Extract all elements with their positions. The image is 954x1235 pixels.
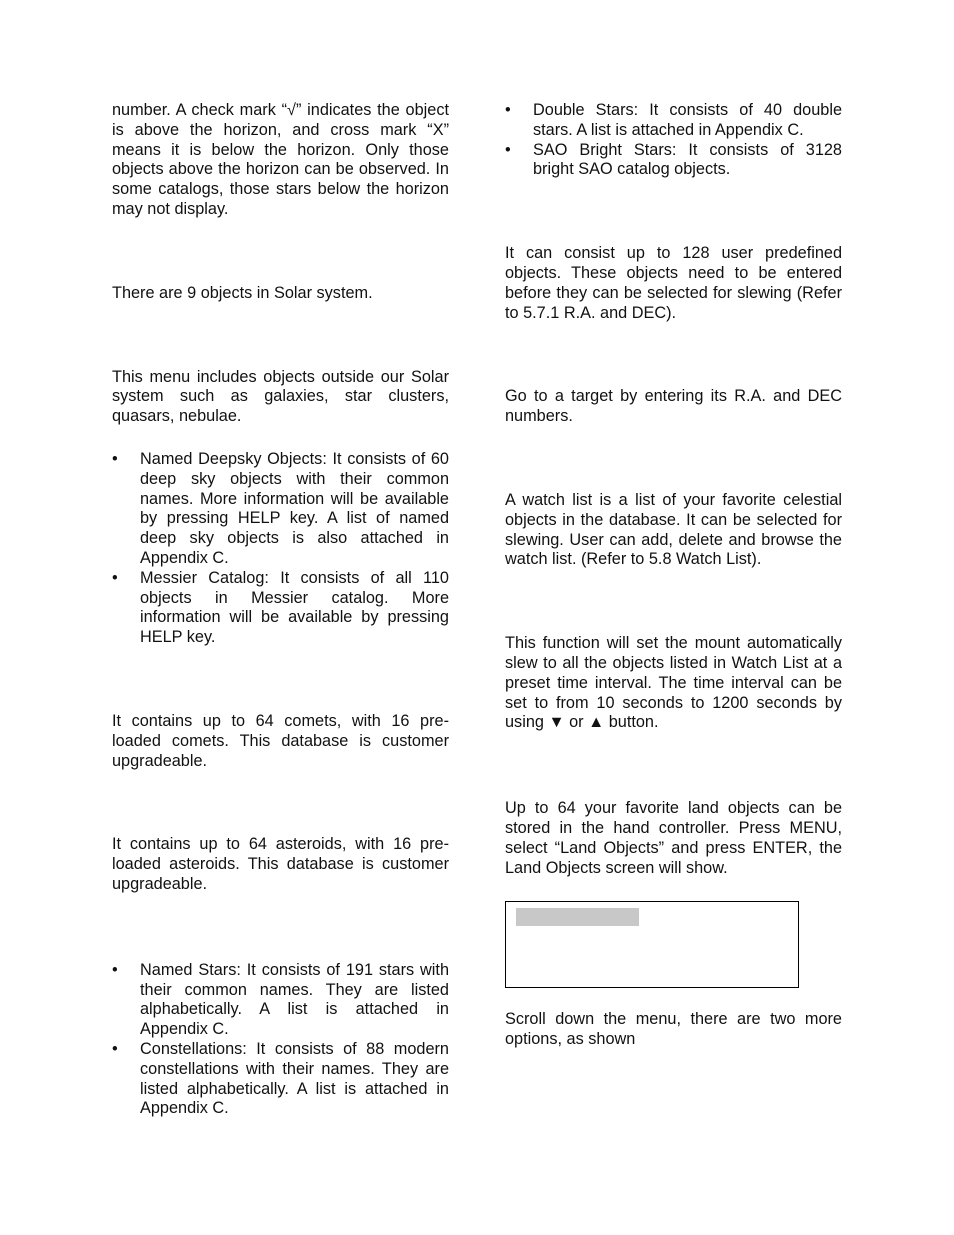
- list-item: • Constellations: It consists of 88 modern constellations with their names. They are listed alphabetically. A list is attached in Appendix C.: [112, 1040, 449, 1119]
- list-item: • Messier Catalog: It consists of all 110 objects in Messier catalog. More information will be available by pressing HELP key.: [112, 569, 449, 648]
- more-stars-list: [505, 101, 842, 180]
- solar-system-paragraph: There are 9 objects in Solar system.: [112, 283, 373, 302]
- comets-paragraph: It contains up to 64 comets, with 16 pre-loaded comets. This database is customer upgradeable.: [112, 711, 449, 770]
- horizon-paragraph: number. A check mark “√” indicates the object is above the horizon, and cross mark “X” means it is below the horizon. Only those objects above the horizon can be observed. In some catalogs, those stars below the horizon may not display.: [112, 101, 449, 218]
- asteroids-paragraph: It contains up to 64 asteroids, with 16 pre-loaded asteroids. This database is customer upgradeable.: [112, 835, 449, 893]
- watch-list-paragraph: A watch list is a list of your favorite celestial objects in the database. It can be selected for slewing. User can add, delete and browse the watch list. (Refer to 5.8 Watch List).: [505, 490, 842, 569]
- deepsky-list: [112, 450, 449, 648]
- ra-dec-paragraph: Go to a target by entering its R.A. and DEC numbers.: [505, 387, 842, 426]
- land-objects-paragraph: Up to 64 your favorite land objects can be stored in the hand controller. Press MENU, select “Land Objects” and press ENTER, the Land Objects screen will show.: [505, 799, 842, 877]
- stars-list: [112, 961, 449, 1119]
- list-item: • SAO Bright Stars: It consists of 3128 bright SAO catalog objects.: [505, 141, 842, 181]
- left-column: [112, 101, 449, 1119]
- lcd-highlight-bar: [516, 908, 639, 926]
- list-item: • Double Stars: It consists of 40 double stars. A list is attached in Appendix C.: [505, 101, 842, 141]
- right-column: [505, 101, 842, 1050]
- lcd-screen-box: [505, 901, 799, 988]
- list-item: • Named Stars: It consists of 191 stars with their common names. They are listed alphabetically. A list is attached in Appendix C.: [112, 961, 449, 1040]
- list-item: • Named Deepsky Objects: It consists of 60 deep sky objects with their common names. More information will be available by pressing HELP key. A list of named deep sky objects is also attached in Appendix C.: [112, 450, 449, 569]
- auto-tour-paragraph: This function will set the mount automatically slew to all the objects listed in Watch List at a preset time interval. The time interval can be set to from 10 seconds to 1200 seconds by using ▼ or ▲ button.: [505, 634, 842, 732]
- scroll-down-paragraph: Scroll down the menu, there are two more options, as shown: [505, 1010, 842, 1049]
- deepsky-intro-paragraph: This menu includes objects outside our Solar system such as galaxies, star clusters, quasars, nebulae.: [112, 367, 449, 426]
- user-objects-paragraph: It can consist up to 128 user predefined objects. These objects need to be entered before they can be selected for slewing (Refer to 5.7.1 R.A. and DEC).: [505, 244, 842, 322]
